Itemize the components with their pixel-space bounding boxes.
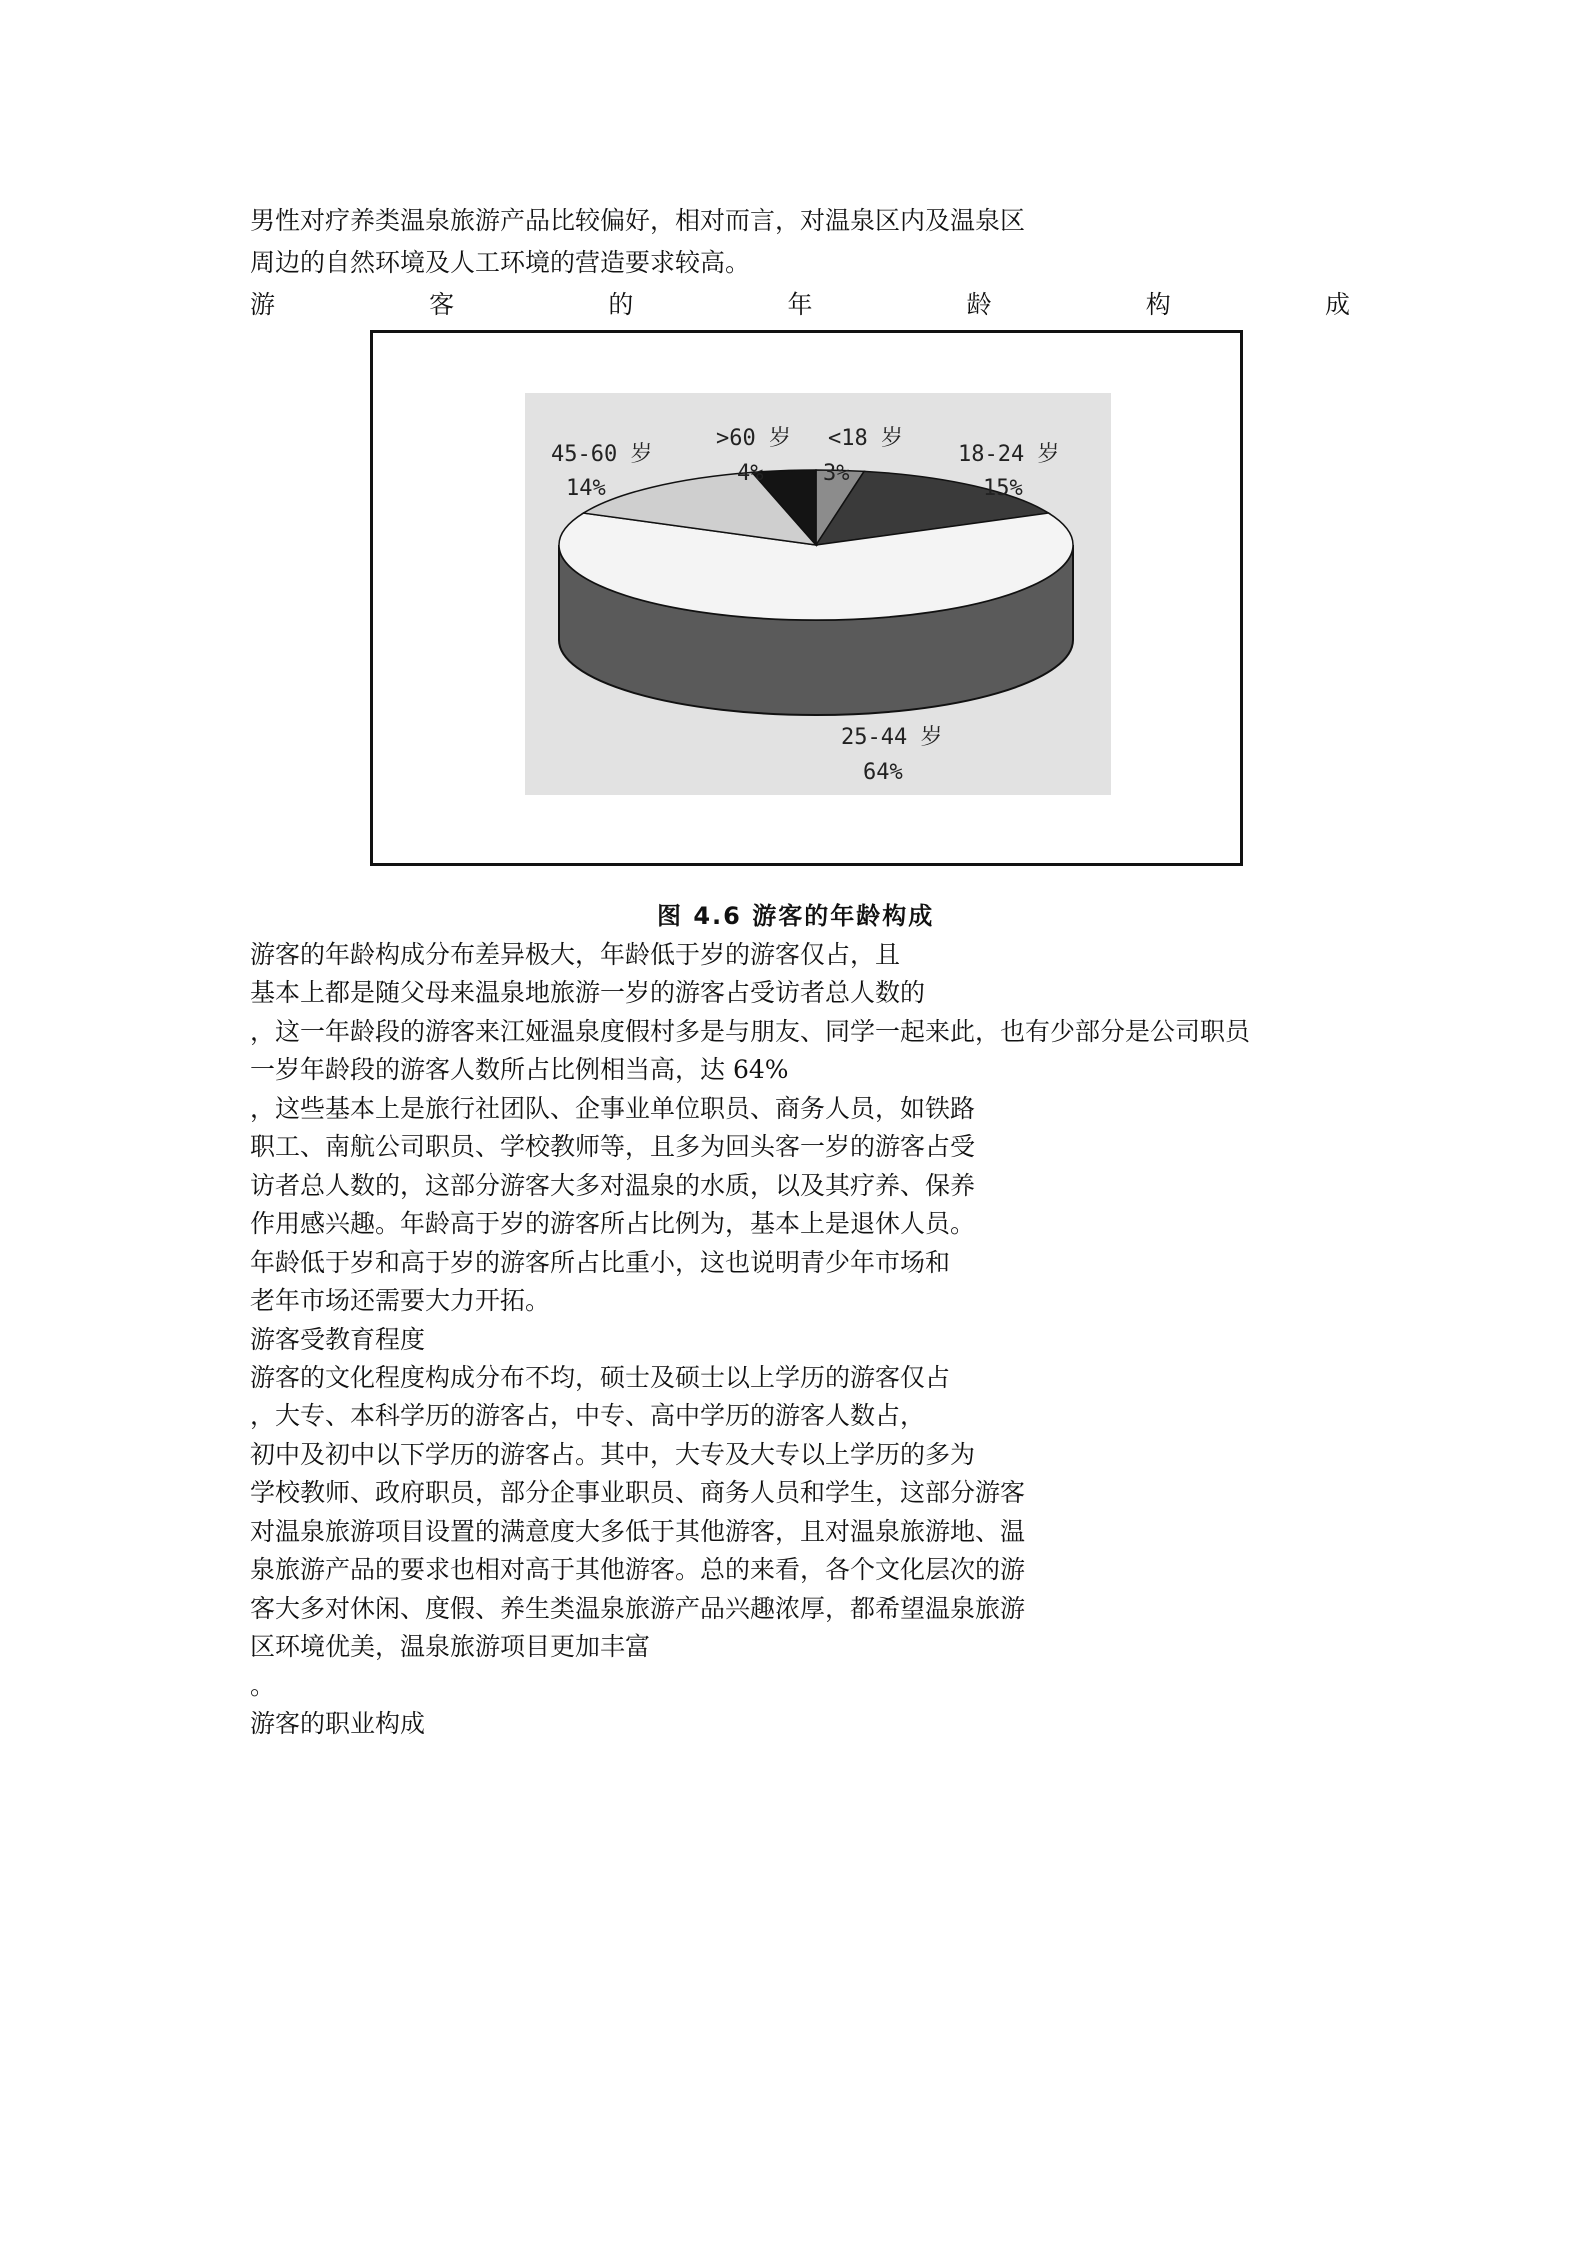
heading-char: 构 <box>1145 290 1171 319</box>
pie-label: 18-24 岁 <box>958 442 1060 467</box>
body-text-line: 一岁年龄段的游客人数所占比例相当高，达 64% <box>250 1055 789 1085</box>
heading-char: 游 <box>250 290 276 319</box>
pie-value-label: 3% <box>823 461 850 486</box>
body-text-line: 周边的自然环境及人工环境的营造要求较高。 <box>250 248 751 277</box>
body-text-line: 学校教师、政府职员，部分企事业职员、商务人员和学生，这部分游客 <box>250 1478 1026 1508</box>
body-text-line: 游客的文化程度构成分布不均，硕士及硕士以上学历的游客仅占 <box>250 1362 951 1392</box>
body-text-line: 年龄低于岁和高于岁的游客所占比重小，这也说明青少年市场和 <box>250 1247 951 1277</box>
pie-label: 25-44 岁 <box>841 725 943 750</box>
body-text-line: 基本上都是随父母来温泉地旅游一岁的游客占受访者总人数的 <box>250 978 926 1008</box>
body-text-line: 区环境优美，温泉旅游项目更加丰富 <box>250 1632 651 1662</box>
body-text-line: 。 <box>250 1670 276 1700</box>
body-text-line: 游客受教育程度 <box>250 1324 426 1354</box>
spread-heading <box>250 290 1350 320</box>
body-text-line: 老年市场还需要大力开拓。 <box>250 1286 551 1316</box>
pie-value-label: 64% <box>863 760 903 785</box>
body-text-line: 访者总人数的，这部分游客大多对温泉的水质，以及其疗养、保养 <box>250 1170 976 1200</box>
heading-char: 成 <box>1324 290 1350 319</box>
heading-char: 客 <box>429 290 455 319</box>
body-text-line: 作用感兴趣。年龄高于岁的游客所占比例为，基本上是退休人员。 <box>250 1209 976 1239</box>
body-text-line: 职工、南航公司职员、学校教师等，且多为回头客一岁的游客占受 <box>250 1132 976 1162</box>
body-text-line: 游客的职业构成 <box>250 1709 426 1738</box>
body-text-line: ，这些基本上是旅行社团队、企事业单位职员、商务人员，如铁路 <box>250 1093 976 1123</box>
pie-label: 45-60 岁 <box>551 442 653 467</box>
body-text-line: 对温泉旅游项目设置的满意度大多低于其他游客，且对温泉旅游地、温 <box>250 1516 1026 1546</box>
pie-value-label: 15% <box>983 476 1023 501</box>
body-text-line: 游客的年龄构成分布差异极大，年龄低于岁的游客仅占，且 <box>250 940 901 969</box>
body-text-line: 初中及初中以下学历的游客占。其中，大专及大专以上学历的多为 <box>250 1439 976 1469</box>
pie-value-label: 4% <box>737 461 764 486</box>
pie-chart <box>373 333 1240 863</box>
body-text-line: 客大多对休闲、度假、养生类温泉旅游产品兴趣浓厚，都希望温泉旅游 <box>250 1593 1026 1623</box>
body-text-line: 男性对疗养类温泉旅游产品比较偏好，相对而言，对温泉区内及温泉区 <box>250 206 1026 235</box>
figure-caption: 图 4.6 游客的年龄构成 <box>657 902 935 930</box>
body-text-line: 泉旅游产品的要求也相对高于其他游客。总的来看，各个文化层次的游 <box>250 1555 1026 1585</box>
figure-frame <box>370 330 1243 866</box>
pie-label: <18 岁 <box>828 426 903 451</box>
heading-char: 年 <box>787 290 813 319</box>
heading-char: 的 <box>608 290 634 319</box>
heading-char: 龄 <box>966 290 992 319</box>
pie-value-label: 14% <box>566 476 606 501</box>
body-text-line: ，这一年龄段的游客来江娅温泉度假村多是与朋友、同学一起来此，也有少部分是公司职员 <box>250 1016 1251 1046</box>
body-text-line: ，大专、本科学历的游客占，中专、高中学历的游客人数占， <box>250 1401 926 1431</box>
pie-label: >60 岁 <box>716 426 791 451</box>
